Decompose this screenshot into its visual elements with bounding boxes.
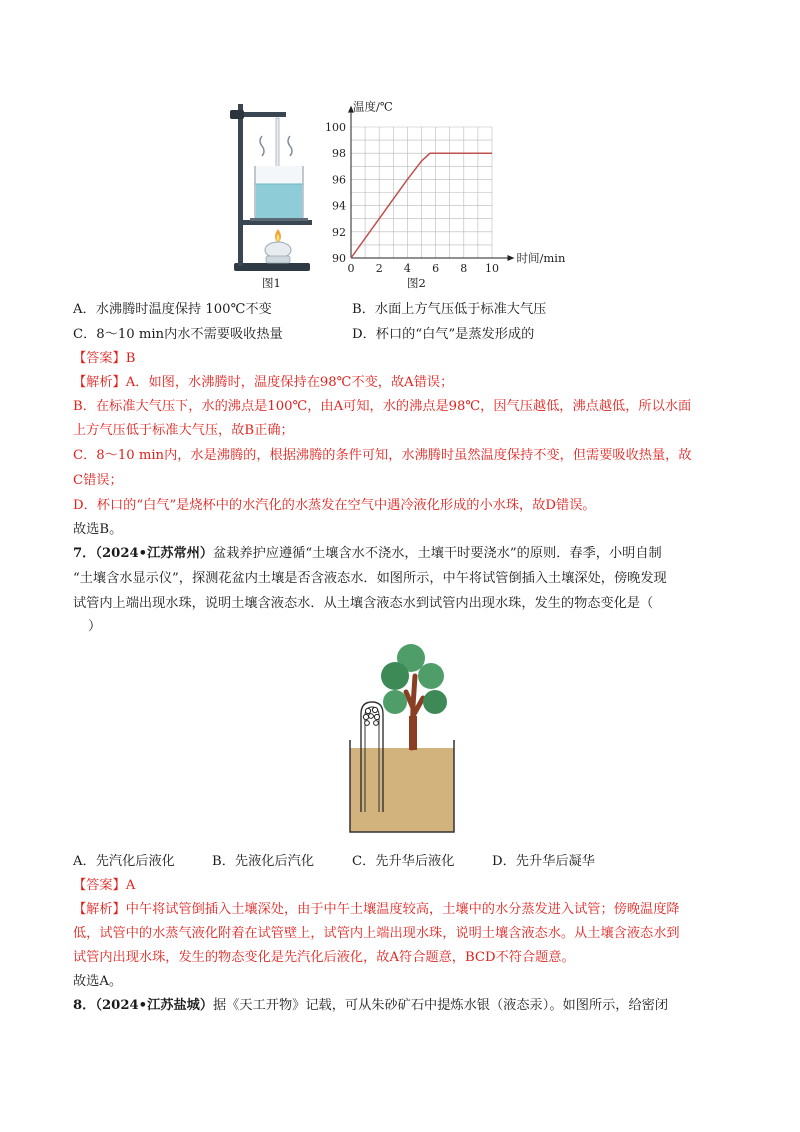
y-tick-label: 98 (332, 147, 346, 161)
x-tick-label: 0 (347, 262, 355, 275)
q6-analysis-line-3: 上方气压低于标准大气压，故B正确； (73, 423, 294, 438)
y-tick-label: 90 (332, 252, 346, 265)
q7-answer-value: A (125, 878, 136, 893)
q7-answer-label: 【答案】 (73, 878, 126, 893)
q7-answer (73, 876, 135, 896)
q6-option-c (73, 325, 283, 345)
q8-source: （2024•江苏盐城） (95, 998, 214, 1013)
q6-analysis-line-2: B．在标准大气压下，水的沸点是100℃，由A可知，水的沸点是98℃，因气压越低，沸点越低，所以水面 (73, 399, 692, 414)
q6-option-a: A．水沸腾时温度保持 100℃不变 (73, 302, 272, 317)
figure-2-caption: 图2 (407, 276, 426, 290)
q6-analysis-line-6: D．杯口的“白气”是烧杯中的水汽化的水蒸发在空气中遇冷液化形成的小水珠，故D错误。 (73, 498, 596, 513)
y-tick-label: 96 (332, 173, 346, 187)
x-tick-label: 4 (403, 262, 411, 275)
q7-source: （2024•江苏常州） (95, 546, 214, 561)
q7-option-a: A．先汽化后液化 (73, 854, 175, 869)
q6-option-c-letter: C． (73, 327, 97, 342)
soil-pot-illustration (345, 636, 460, 836)
q6-answer-label: 【答案】 (73, 351, 126, 366)
q7-stem-line-4: ） (88, 619, 102, 634)
q7-conclusion: 故选A。 (73, 974, 123, 989)
q7-option-c: C．先升华后液化 (352, 854, 455, 869)
q8-stem-line-1: 8．（2024•江苏盐城）据《天工开物》记载，可从朱砂矿石中提炼水银（液态汞）。如图所示，给密闭 (73, 998, 669, 1013)
q7-analysis-line-3: 试管内出现水珠，发生的物态变化是先汽化后液化，故A符合题意，BCD不符合题意。 (73, 950, 575, 965)
figure-2-chart (318, 88, 578, 288)
y-tick-label: 100 (325, 121, 346, 134)
q6-analysis-line-4: C．8～10 min内，水是沸腾的，根据沸腾的条件可知，水沸腾时虽然温度保持不变，但需要吸收热量，故 (73, 448, 692, 463)
x-axis-arrow (508, 255, 515, 261)
q6-answer (73, 349, 135, 369)
q6-option-b: B．水面上方气压低于标准大气压 (352, 302, 547, 317)
x-tick-label: 6 (432, 262, 440, 275)
x-axis-label: 时间/min (516, 251, 566, 265)
q6-analysis-line-1: 【解析】A．如图，水沸腾时，温度保持在98℃不变，故A错误； (73, 375, 454, 390)
q8-number: 8． (73, 998, 96, 1013)
q6-answer-value: B (125, 351, 136, 366)
q6-conclusion: 故选B。 (73, 522, 123, 537)
q7-stem-line-1: 7．（2024•江苏常州）盆栽养护应遵循“土壤含水不浇水，土壤干时要浇水”的原则．春季，小明自制 (73, 546, 662, 561)
figure-1-caption: 图1 (262, 276, 281, 290)
q7-number: 7． (73, 546, 96, 561)
q6-option-c-time-range: 8～10 min (96, 327, 165, 342)
q7-analysis-label: 【解析】 (73, 902, 126, 917)
q7-analysis-line-1: 【解析】中午将试管倒插入土壤深处，由于中午土壤温度较高，土壤中的水分蒸发进入试管；傍晚温度降 (73, 902, 680, 917)
y-tick-label: 92 (332, 225, 346, 239)
figure-soil-test-tube (345, 636, 460, 836)
q6-analysis-line-5: C错误； (73, 473, 123, 488)
y-tick-label: 94 (332, 199, 346, 213)
q7-analysis-line-2: 低，试管中的水蒸气液化附着在试管壁上，试管内上端出现水珠，说明土壤含液态水。从土壤含液态水到 (73, 926, 680, 941)
x-tick-label: 10 (485, 262, 499, 275)
q6-option-d: D．杯口的“白气”是蒸发形成的 (352, 327, 535, 342)
x-tick-label: 2 (375, 262, 383, 275)
q7-option-b: B．先液化后汽化 (212, 854, 315, 869)
q7-option-d: D．先升华后凝华 (492, 854, 595, 869)
q6-analysis-label: 【解析】 (73, 375, 126, 390)
temperature-time-chart (318, 88, 578, 288)
q7-stem-line-2: “土壤含水显示仪”，探测花盆内土壤是否含液态水．如图所示，中午将试管倒插入土壤深处，傍晚发现 (73, 571, 667, 586)
q6-option-c-text: 内水不需要吸收热量 (164, 327, 283, 342)
y-axis-label: 温度/℃ (353, 99, 393, 114)
x-tick-label: 8 (460, 262, 468, 275)
q7-stem-line-3: 试管内上端出现水珠，说明土壤含液态水．从土壤含液态水到试管内出现水珠，发生的物态变化是（ (73, 596, 654, 611)
